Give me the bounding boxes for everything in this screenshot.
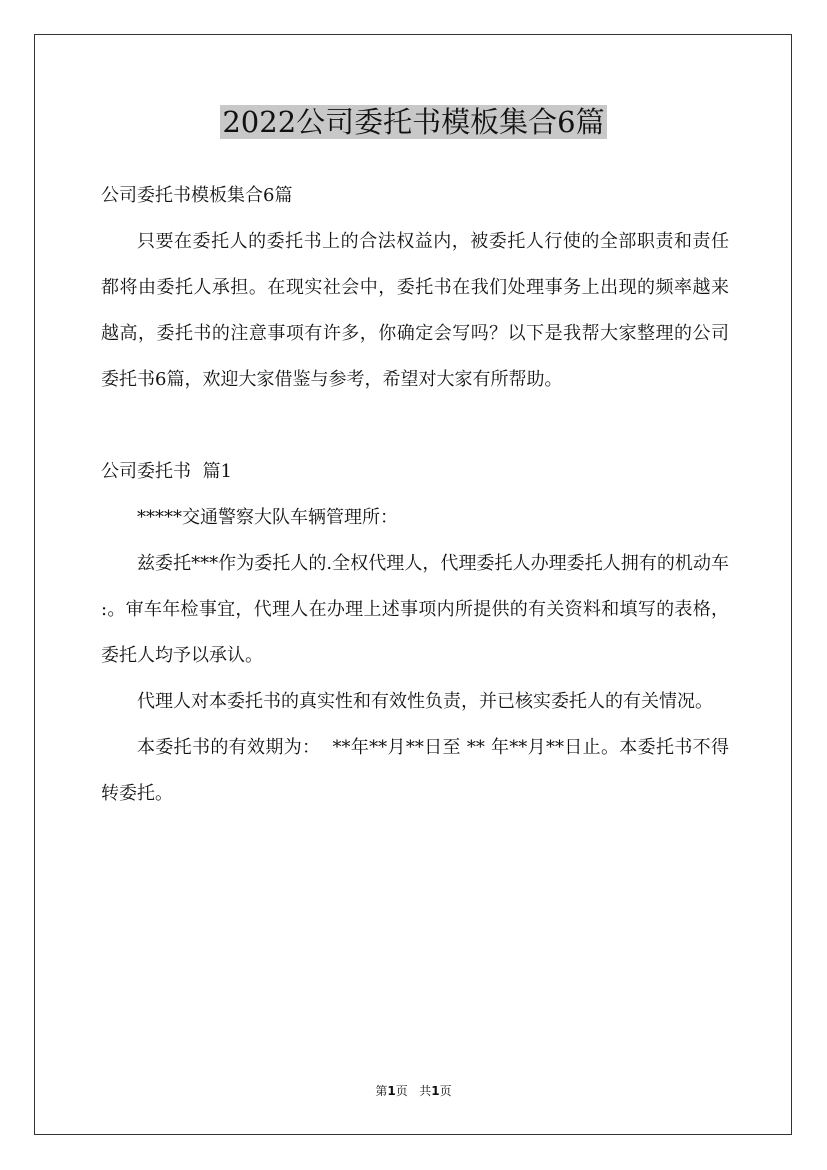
- document-body: [101, 173, 729, 817]
- page-footer: [0, 1082, 827, 1100]
- document-subtitle: 公司委托书模板集合6篇: [101, 185, 293, 206]
- document-title: 2022公司委托书模板集合6篇: [222, 105, 605, 139]
- intro-paragraph: 只要在委托人的委托书上的合法权益内，被委托人行使的全部职责和责任都将由委托人承担。在现实社会中，委托书在我们处理事务上出现的频率越来越高，委托书的注意事项有许多，你确定会写吗？以下是我帮大家整理的公司委托书6篇，欢迎大家借鉴与参考，希望对大家有所帮助。: [101, 231, 729, 390]
- body-paragraph: 兹委托***作为委托人的.全权代理人，代理委托人办理委托人拥有的机动车 :。审车年检事宜，代理人在办理上述事项内所提供的有关资料和填写的表格，委托人均予以承认。: [101, 553, 729, 666]
- footer-page-prefix: 第: [375, 1084, 388, 1098]
- footer-page-total: 1: [431, 1084, 440, 1098]
- body-paragraph: 代理人对本委托书的真实性和有效性负责，并已核实委托人的有关情况。: [137, 691, 713, 712]
- addressee-line: *****交通警察大队车辆管理所：: [137, 507, 398, 528]
- footer-page-mid: 页 共: [395, 1084, 432, 1098]
- validity-paragraph: 本委托书的有效期为： **年**月**日至 ** 年**月**日止。本委托书不得转委托。: [101, 737, 729, 804]
- section-heading: 公司委托书 篇1: [101, 461, 232, 482]
- footer-page-current: 1: [387, 1084, 396, 1098]
- footer-page-suffix: 页: [439, 1084, 452, 1098]
